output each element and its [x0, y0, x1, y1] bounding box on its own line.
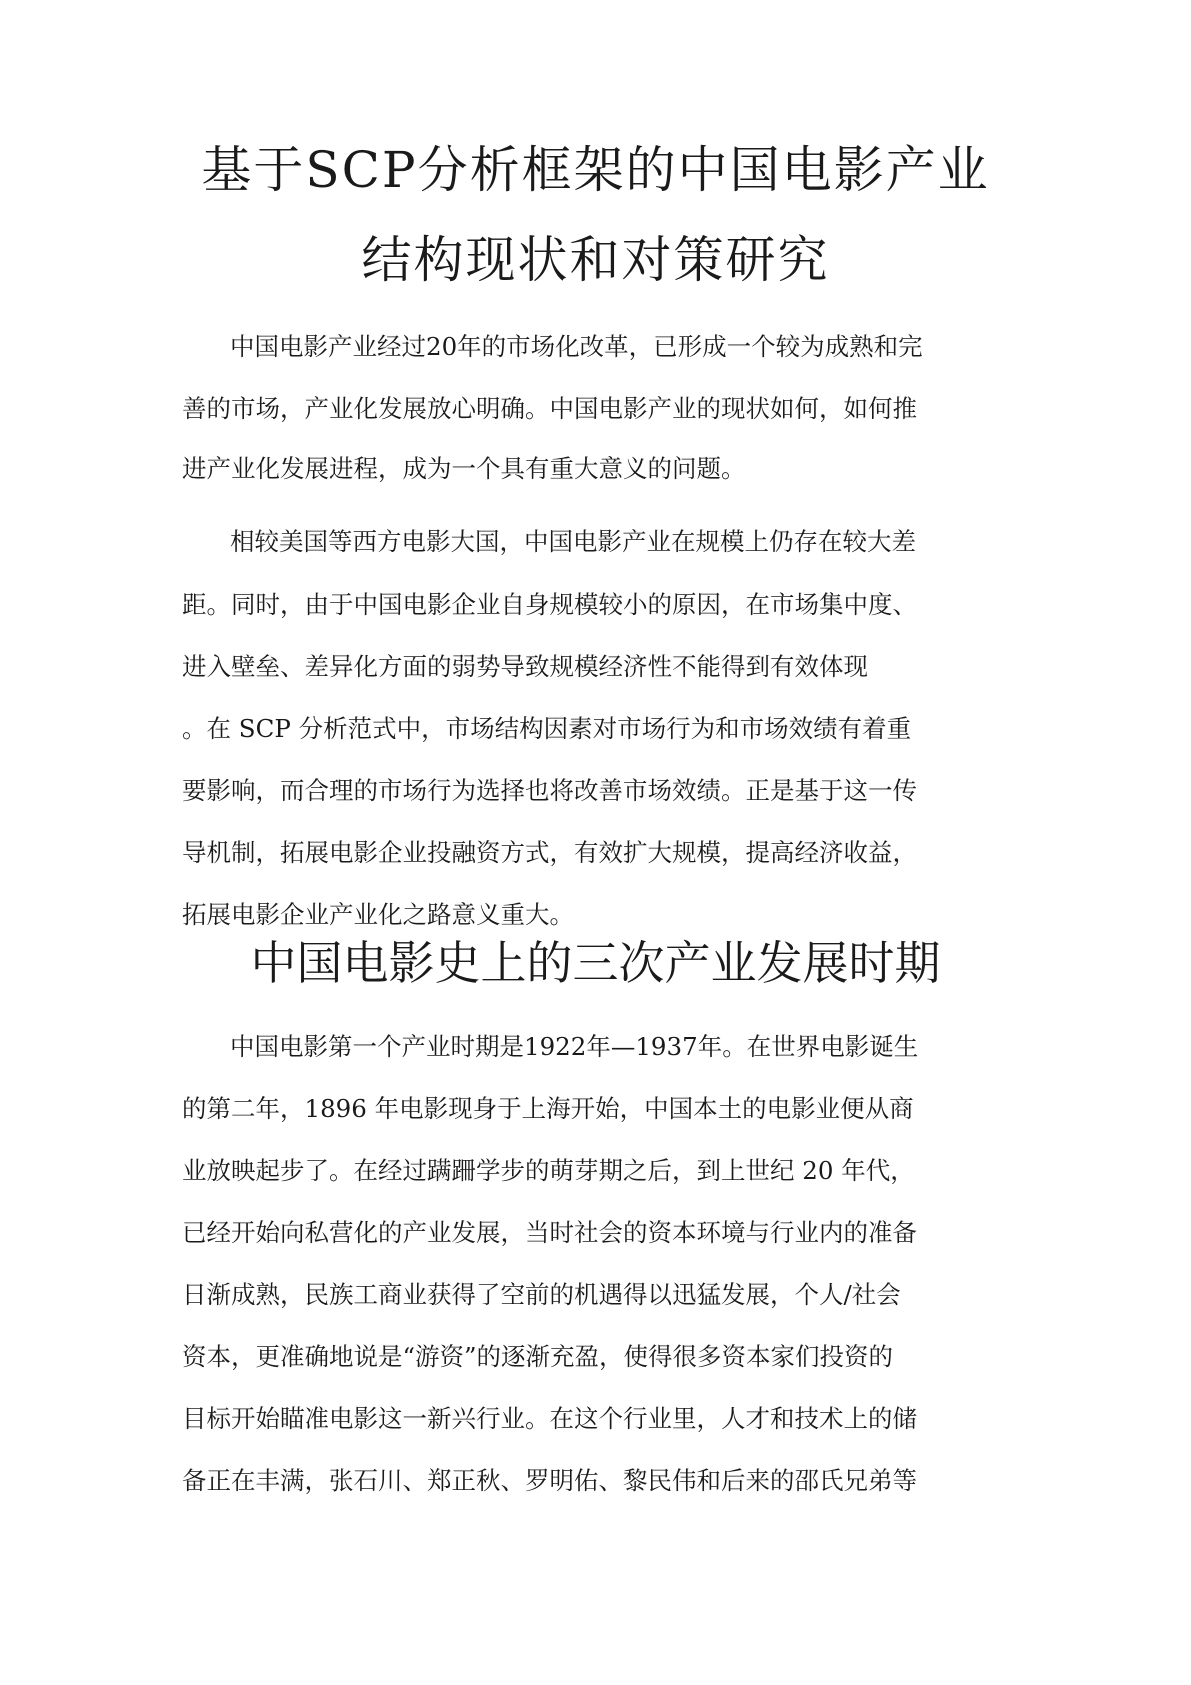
- paragraph-2-line: 相较美国等西方电影大国，中国电影产业在规模上仍存在较大差: [230, 527, 916, 556]
- paragraph-2-line: 进入壁垒、差异化方面的弱势导致规模经济性不能得到有效体现: [182, 652, 868, 681]
- paragraph-3-line: 已经开始向私营化的产业发展，当时社会的资本环境与行业内的准备: [182, 1218, 917, 1247]
- paragraph-2-line: 距。同时，由于中国电影企业自身规模较小的原因，在市场集中度、: [182, 590, 917, 619]
- section-heading: 中国电影史上的三次产业发展时期: [250, 936, 941, 990]
- paragraph-2-line: 导机制，拓展电影企业投融资方式，有效扩大规模，提高经济收益，: [182, 838, 917, 867]
- document-title-line-2: 结构现状和对策研究: [361, 231, 830, 289]
- paragraph-3-line: 日渐成熟，民族工商业获得了空前的机遇得以迅猛发展，个人/社会: [182, 1280, 901, 1309]
- intro-paragraph-line: 善的市场，产业化发展放心明确。中国电影产业的现状如何，如何推: [182, 394, 917, 423]
- paragraph-3-line: 备正在丰满，张石川、郑正秋、罗明佑、黎民伟和后来的邵氏兄弟等: [182, 1466, 917, 1495]
- paragraph-3-line: 目标开始瞄准电影这一新兴行业。在这个行业里，人才和技术上的储: [182, 1404, 917, 1433]
- paragraph-2-line: 拓展电影企业产业化之路意义重大。: [182, 900, 574, 929]
- paragraph-3-line: 业放映起步了。在经过蹒跚学步的萌芽期之后，到上世纪 20 年代，: [182, 1156, 915, 1185]
- paragraph-2-line: 。在 SCP 分析范式中，市场结构因素对市场行为和市场效绩有着重: [182, 714, 912, 743]
- paragraph-3-line: 的第二年，1896 年电影现身于上海开始，中国本土的电影业便从商: [182, 1094, 914, 1123]
- paragraph-2-line: 要影响，而合理的市场行为选择也将改善市场效绩。正是基于这一传: [182, 776, 917, 805]
- paragraph-3-line: 中国电影第一个产业时期是1922年—1937年。在世界电影诞生: [230, 1032, 919, 1061]
- document-title-line-1: 基于SCP分析框架的中国电影产业: [201, 141, 990, 199]
- intro-paragraph-line: 进产业化发展进程，成为一个具有重大意义的问题。: [182, 454, 746, 483]
- paragraph-3-line: 资本，更准确地说是“游资”的逐渐充盈，使得很多资本家们投资的: [182, 1342, 894, 1371]
- intro-paragraph-line: 中国电影产业经过20年的市场化改革，已形成一个较为成熟和完: [230, 332, 923, 361]
